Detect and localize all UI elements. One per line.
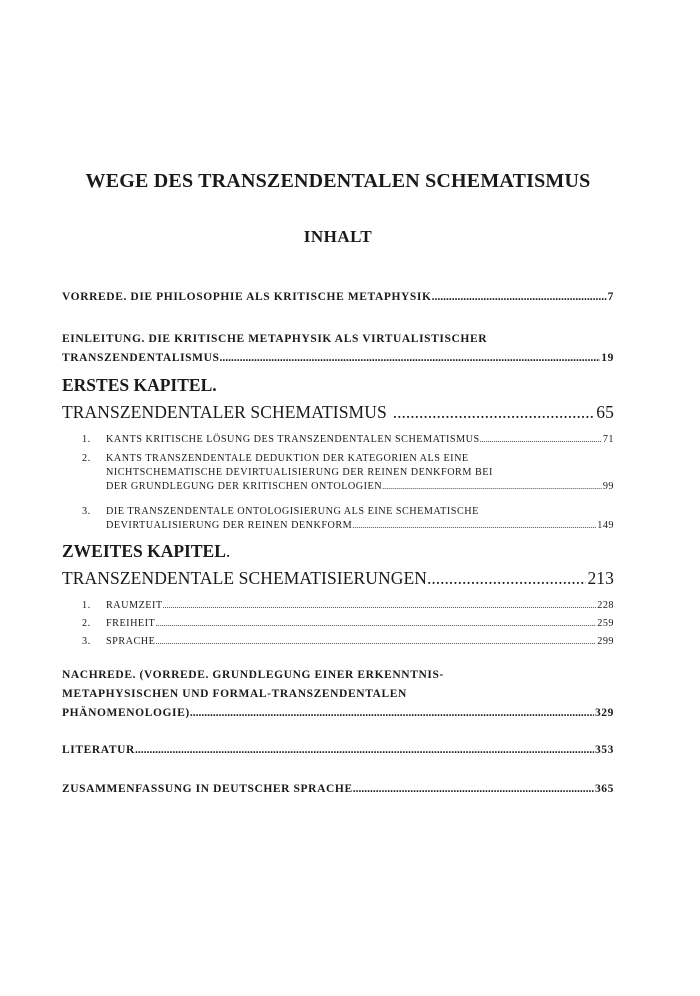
leader-dots xyxy=(220,349,601,368)
page-number: 329 xyxy=(594,707,614,719)
toc-entry-chapter2[interactable] xyxy=(62,567,614,589)
entry-text: DEVIRTUALISIERUNG DER REINEN DENKFORM xyxy=(106,520,353,531)
entry-text: LITERATUR xyxy=(62,744,135,756)
toc-subentry-2-3[interactable] xyxy=(62,635,614,649)
page-number: 19 xyxy=(601,352,614,364)
toc-entry-nachrede[interactable] xyxy=(62,666,614,723)
entry-text: EINLEITUNG. DIE KRITISCHE METAPHYSIK ALS VIRTUALISTISCHER xyxy=(62,333,488,345)
entry-text: PHÄNOMENOLOGIE) xyxy=(62,707,190,719)
page-number: 299 xyxy=(597,636,614,647)
page-number: 259 xyxy=(597,618,614,629)
toc-subentry-1-3[interactable] xyxy=(62,505,614,533)
leader-dots xyxy=(387,401,596,423)
entry-text: FREIHEIT xyxy=(106,618,156,629)
item-number: 2. xyxy=(82,453,91,464)
toc-subentry-1-1[interactable] xyxy=(62,433,614,447)
item-number: 3. xyxy=(82,506,91,517)
toc-entry-einleitung[interactable] xyxy=(62,330,614,368)
toc-heading: INHALT xyxy=(303,227,373,246)
item-number: 2. xyxy=(82,618,91,629)
leader-dots xyxy=(190,704,594,723)
chapter2-heading: ZWEITES KAPITEL. xyxy=(62,541,231,561)
entry-text: NICHTSCHEMATISCHE DEVIRTUALISIERUNG DER REINEN DENKFORM BEI xyxy=(106,467,493,478)
item-number: 1. xyxy=(82,600,91,611)
toc-entry-zusammenfassung[interactable] xyxy=(62,780,614,799)
toc-subentry-2-2[interactable] xyxy=(62,617,614,631)
page-number: 7 xyxy=(607,291,614,303)
entry-text: NACHREDE. (VORREDE. GRUNDLEGUNG EINER ERKENNTNIS- xyxy=(62,669,444,681)
leader-dots xyxy=(480,433,602,447)
toc-subentry-1-2[interactable] xyxy=(62,452,614,494)
entry-text: KANTS KRITISCHE LÖSUNG DES TRANSZENDENTALEN SCHEMATISMUS xyxy=(106,434,480,445)
leader-dots xyxy=(432,288,607,307)
page-number: 353 xyxy=(594,744,614,756)
leader-dots xyxy=(382,480,602,494)
entry-text: VORREDE. DIE PHILOSOPHIE ALS KRITISCHE METAPHYSIK xyxy=(62,291,432,303)
leader-dots xyxy=(352,519,596,533)
leader-dots xyxy=(155,635,596,649)
entry-text: TRANSZENDENTALISMUS xyxy=(62,352,220,364)
toc-subentry-2-1[interactable] xyxy=(62,599,614,613)
leader-dots xyxy=(163,599,597,613)
toc-entry-literatur[interactable] xyxy=(62,741,614,760)
entry-text: RAUMZEIT xyxy=(106,600,163,611)
entry-text: DER GRUNDLEGUNG DER KRITISCHEN ONTOLOGIEN xyxy=(106,481,383,492)
item-number: 3. xyxy=(82,636,91,647)
page-number: 71 xyxy=(602,434,614,445)
entry-text: METAPHYSISCHEN UND FORMAL-TRANSZENDENTALEN xyxy=(62,688,407,700)
entry-text: KANTS TRANSZENDENTALE DEDUKTION DER KATEGORIEN ALS EINE xyxy=(106,453,469,464)
leader-dots xyxy=(427,567,586,589)
leader-dots xyxy=(135,741,594,760)
page-number: 365 xyxy=(594,783,614,795)
page-number: 65 xyxy=(596,402,614,422)
page-number: 213 xyxy=(587,568,614,588)
toc-entry-chapter1[interactable] xyxy=(62,401,614,423)
page-number: 149 xyxy=(597,520,614,531)
leader-dots xyxy=(353,780,594,799)
book-title: WEGE DES TRANSZENDENTALEN SCHEMATISMUS xyxy=(85,170,591,192)
entry-text: ZUSAMMENFASSUNG IN DEUTSCHER SPRACHE xyxy=(62,783,353,795)
page-number: 99 xyxy=(602,481,614,492)
entry-text: TRANSZENDENTALE SCHEMATISIERUNGEN xyxy=(62,568,428,588)
entry-text: DIE TRANSZENDENTALE ONTOLOGISIERUNG ALS EINE SCHEMATISCHE xyxy=(106,506,479,517)
toc-entry-vorrede[interactable] xyxy=(62,288,614,307)
leader-dots xyxy=(155,617,596,631)
entry-text: TRANSZENDENTALER SCHEMATISMUS xyxy=(62,402,387,422)
chapter1-heading: ERSTES KAPITEL. xyxy=(62,375,217,395)
page-number: 228 xyxy=(597,600,614,611)
entry-text: SPRACHE xyxy=(106,636,156,647)
item-number: 1. xyxy=(82,434,91,445)
